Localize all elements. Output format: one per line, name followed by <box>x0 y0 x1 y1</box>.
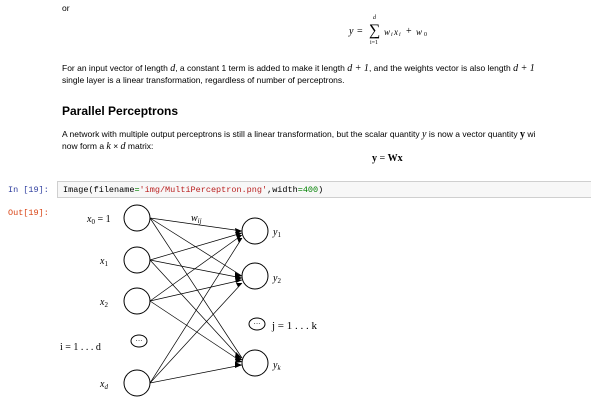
label-x1: $x_1$ <box>100 256 108 268</box>
eq1-w-sub: i <box>391 32 393 38</box>
input-node-xd <box>124 370 150 396</box>
input-nodes <box>124 205 150 396</box>
para2-k: k <box>106 141 111 152</box>
label-x2: $x_2$ <box>100 297 108 309</box>
eq1-x-sub: i <box>399 32 401 38</box>
eq1-sum-sup: d <box>373 15 376 21</box>
eq1-x: x <box>394 27 398 37</box>
eq1-equals: = <box>357 26 363 37</box>
code-func: Image <box>63 185 89 195</box>
label-j-range: j = 1 . . . k <box>272 320 318 332</box>
eq1-plus: + <box>406 26 412 37</box>
ellipsis-dots-inputs: ··· <box>135 337 143 345</box>
para2-line2-a: now form a <box>62 141 107 151</box>
eq1-w0-sub: 0 <box>424 32 427 38</box>
edge <box>150 218 242 276</box>
edge <box>150 218 242 358</box>
label-y2: $y_2$ <box>273 273 281 285</box>
label-wij: $w_{ij}$ <box>191 213 202 225</box>
code-string: 'img/MultiPerceptron.png' <box>139 185 268 195</box>
para1-d: d <box>170 63 176 74</box>
eq1-sum-symbol: ∑ <box>369 22 381 39</box>
output-nodes <box>242 218 268 376</box>
para2-text-b: is now a vector quantity <box>426 129 521 139</box>
or-text: or <box>62 3 70 13</box>
para1-d-plus-1: d + 1 <box>347 63 369 74</box>
para1-text-b: , a constant 1 term is added to make it length <box>175 63 348 73</box>
output-node-yk <box>242 350 268 376</box>
code-comma: , <box>267 185 273 195</box>
para2-times: × <box>110 141 121 151</box>
code-arg-width: width <box>272 185 298 195</box>
label-y1: $y_1$ <box>273 227 281 239</box>
label-i-range: i = 1 . . . d <box>60 342 101 353</box>
para1-text-a: For an input vector of length <box>62 63 171 73</box>
para2-y-bold: y <box>520 129 526 140</box>
output-prompt: Out[19]: <box>8 208 49 218</box>
code-paren: ( <box>88 185 94 195</box>
code-eq2: = <box>297 185 303 195</box>
eq2-wx: Wx <box>387 153 403 164</box>
label-x0: $x_0 = 1$ <box>87 214 111 226</box>
input-prompt: In [19]: <box>8 185 49 195</box>
code-eq: = <box>134 185 140 195</box>
edge <box>150 235 242 301</box>
eq1-lhs: y <box>349 26 354 37</box>
label-yk: $y_k$ <box>273 360 281 372</box>
code-number: 400 <box>302 185 319 195</box>
input-node-x0 <box>124 205 150 231</box>
para2-d: d <box>120 141 126 152</box>
para2-y: y <box>422 129 427 140</box>
code-close: ) <box>318 185 324 195</box>
arrowhead <box>235 362 242 368</box>
para2-text-a: A network with multiple output perceptrons is still a linear transformation, but the scalar quantity <box>62 129 423 139</box>
edge <box>150 233 242 260</box>
connection-lines <box>150 218 242 383</box>
para1-d-plus-1-b: d + 1 <box>513 63 535 74</box>
ellipsis-dots-outputs: ··· <box>253 320 261 328</box>
input-node-x1 <box>124 247 150 273</box>
output-node-y2 <box>242 263 268 289</box>
para1-text-c: , and the weights vector is also length <box>368 63 514 73</box>
eq1-w0: w <box>416 27 423 37</box>
arrowheads <box>235 228 242 368</box>
output-node-y1 <box>242 218 268 244</box>
heading-parallel-perceptrons: Parallel Perceptrons <box>62 104 179 118</box>
label-xd: $x_d$ <box>100 379 108 391</box>
para2-text-c: wi <box>525 129 536 139</box>
eq2-y: y <box>372 153 377 164</box>
eq1-w: w <box>384 27 391 37</box>
code-arg-filename: filename <box>93 185 135 195</box>
paragraph-input-vector-line2: single layer is a linear transformation, regardless of number of perceptrons. <box>62 75 345 85</box>
input-node-x2 <box>124 288 150 314</box>
para2-line2-b: matrix: <box>125 141 154 151</box>
eq1-sum-sub: i=1 <box>370 40 379 46</box>
eq2-equals: = <box>377 153 388 164</box>
